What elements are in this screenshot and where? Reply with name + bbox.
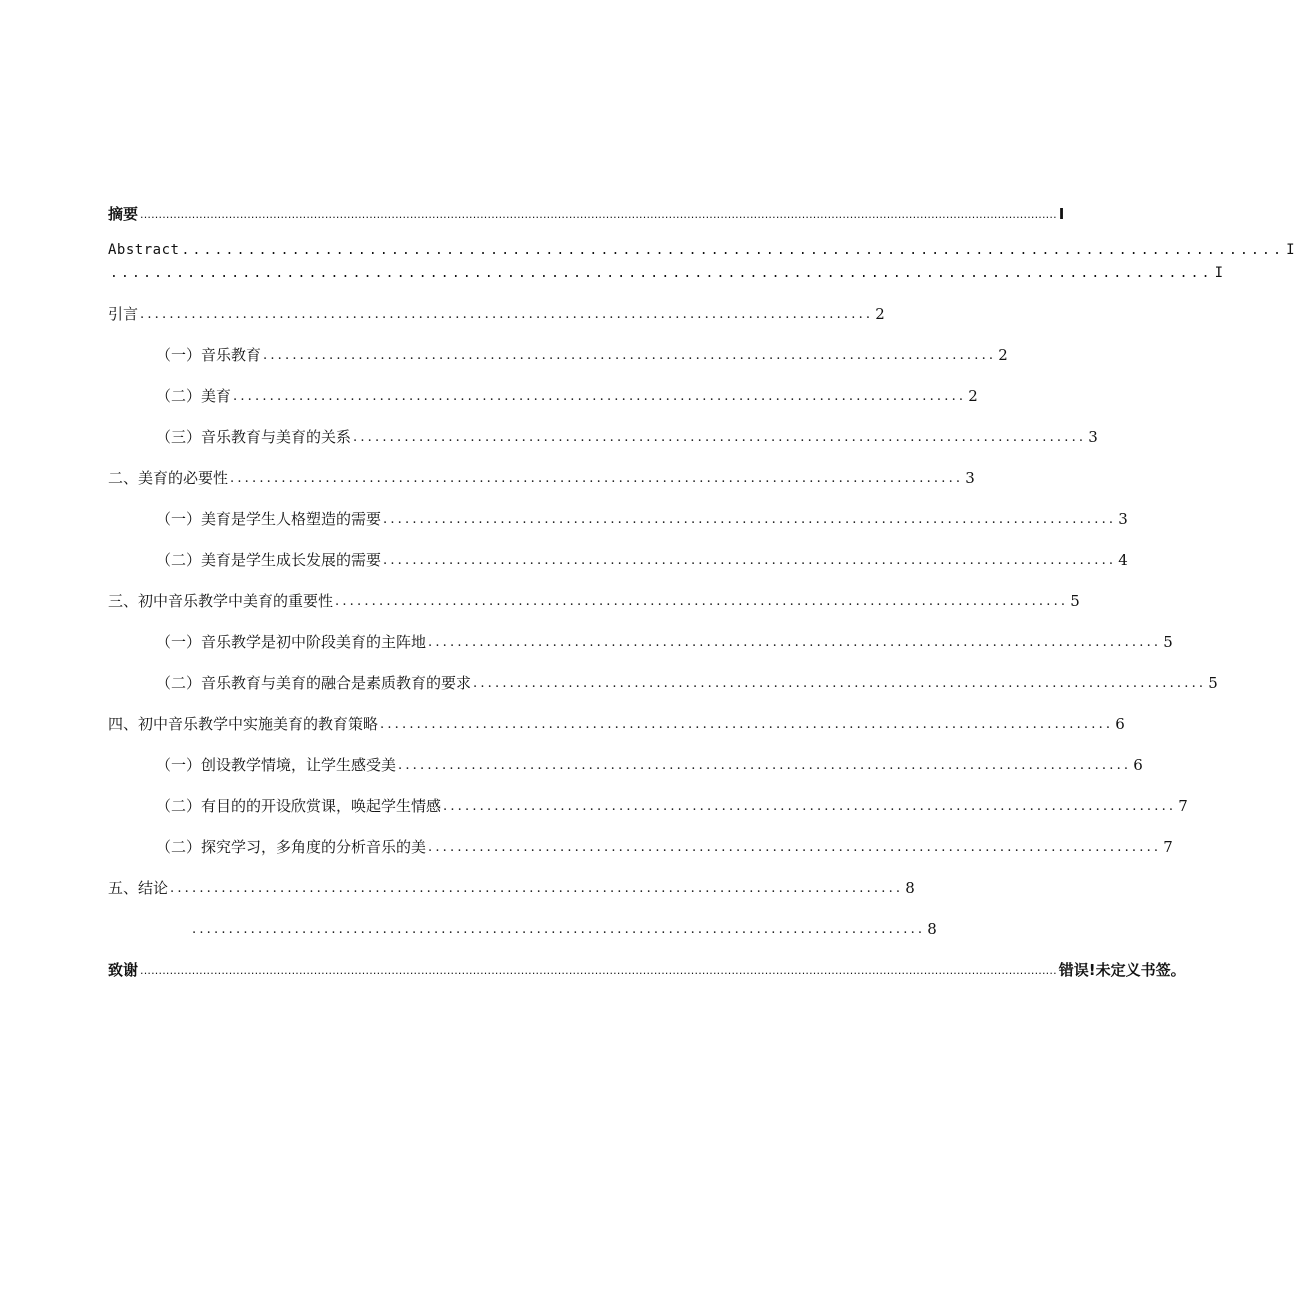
toc-entry-title: （一）音乐教育 — [156, 346, 262, 364]
toc-entry-title: （二）美育 — [156, 387, 232, 405]
toc-entry-title: 三、初中音乐教学中美育的重要性 — [108, 592, 334, 610]
toc-leader-dots: .................................................................................................... — [383, 512, 1117, 527]
toc-entry-2-1[interactable] — [156, 503, 1128, 529]
toc-entry-title: （二）美育是学生成长发展的需要 — [156, 551, 382, 569]
toc-entry-page: I — [1214, 265, 1224, 281]
toc-leader-dots: .................................................................................................... — [428, 635, 1162, 650]
toc-entry-3-2[interactable] — [156, 667, 1218, 693]
toc-entry-page: 3 — [1088, 428, 1098, 446]
toc-entry-5[interactable] — [108, 872, 915, 898]
toc-entry-page: 8 — [927, 920, 937, 938]
toc-entry-page: I — [1286, 242, 1295, 258]
toc-entry-title: 摘要 — [108, 205, 139, 223]
toc-entry-page: 6 — [1133, 756, 1143, 774]
toc-entry-blank[interactable] — [108, 257, 1224, 283]
toc-leader-dots: .................................................................................................... — [263, 348, 997, 363]
toc-entry-page: 2 — [968, 387, 978, 405]
toc-leader-dots: ........................................................................................................................................................................................................................................................ — [140, 964, 1057, 977]
toc-entry-title: 二、美育的必要性 — [108, 469, 229, 487]
toc-entry-title: （一）音乐教学是初中阶段美育的主阵地 — [156, 633, 427, 651]
toc-entry-page: 2 — [875, 305, 885, 323]
toc-leader-dots: .................................................................................................... — [110, 266, 1213, 281]
toc-entry-title: 四、初中音乐教学中实施美育的教育策略 — [108, 715, 379, 733]
toc-leader-dots: .................................................................................................... — [398, 758, 1132, 773]
toc-leader-dots: .................................................................................................... — [230, 471, 964, 486]
toc-leader-dots: .................................................................................................... — [353, 430, 1087, 445]
toc-leader-dots: .................................................................................................... — [192, 922, 926, 937]
toc-entry-3-1[interactable] — [156, 626, 1173, 652]
toc-leader-dots: .................................................................................................... — [170, 881, 904, 896]
toc-entry-4[interactable] — [108, 708, 1125, 734]
toc-entry-title: （二）有目的的开设欣赏课，唤起学生情感 — [156, 797, 442, 815]
toc-entry-title: （二）探究学习，多角度的分析音乐的美 — [156, 838, 427, 856]
toc-entry-introduction[interactable] — [108, 298, 885, 324]
toc-entry-title: （一）美育是学生人格塑造的需要 — [156, 510, 382, 528]
toc-entry-page: 7 — [1163, 838, 1173, 856]
toc-entry-page: 8 — [905, 879, 915, 897]
toc-entry-4-1[interactable] — [156, 749, 1143, 775]
toc-entry-blank-2[interactable] — [190, 913, 937, 939]
toc-entry-2[interactable] — [108, 462, 975, 488]
toc-entry-page: 4 — [1118, 551, 1128, 569]
toc-leader-dots: .................................................................................................... — [383, 553, 1117, 568]
toc-leader-dots: .................................................................................................... — [380, 717, 1114, 732]
toc-leader-dots: ........................................................................................................................................................................................................................................................ — [140, 208, 1057, 221]
toc-entry-page: 3 — [1118, 510, 1128, 528]
toc-entry-page: 6 — [1115, 715, 1125, 733]
toc-entry-title: 五、结论 — [108, 879, 169, 897]
toc-entry-page: 5 — [1208, 674, 1218, 692]
toc-entry-title: （二）音乐教育与美育的融合是素质教育的要求 — [156, 674, 472, 692]
toc-leader-dots: .................................................................................................... — [181, 243, 1285, 258]
toc-entry-page: 错误!未定义书签。 — [1058, 961, 1186, 979]
toc-entry-page: I — [1058, 205, 1065, 223]
toc-entry-2-2[interactable] — [156, 544, 1128, 570]
toc-leader-dots: .................................................................................................... — [473, 676, 1207, 691]
toc-leader-dots: .................................................................................................... — [428, 840, 1162, 855]
toc-entry-page: 3 — [965, 469, 975, 487]
toc-leader-dots: .................................................................................................... — [140, 307, 874, 322]
toc-entry-page: 7 — [1178, 797, 1188, 815]
toc-entry-4-3[interactable] — [156, 831, 1173, 857]
toc-entry-acknowledgements[interactable] — [108, 954, 1186, 980]
toc-entry-title: （一）创设教学情境，让学生感受美 — [156, 756, 397, 774]
toc-entry-title: 致谢 — [108, 961, 139, 979]
toc-entry-page: 2 — [998, 346, 1008, 364]
toc-entry-4-2[interactable] — [156, 790, 1188, 816]
toc-leader-dots: .................................................................................................... — [233, 389, 967, 404]
toc-entry-title: 引言 — [108, 305, 139, 323]
toc-entry-1-3[interactable] — [156, 421, 1098, 447]
toc-entry-title: Abstract — [108, 242, 180, 258]
toc-entry-1-2[interactable] — [156, 380, 978, 406]
toc-leader-dots: .................................................................................................... — [335, 594, 1069, 609]
toc-entry-page: 5 — [1163, 633, 1173, 651]
toc-entry-abstract-cn[interactable] — [108, 198, 1065, 224]
toc-entry-1-1[interactable] — [156, 339, 1008, 365]
toc-entry-page: 5 — [1070, 592, 1080, 610]
toc-entry-title: （三）音乐教育与美育的关系 — [156, 428, 352, 446]
toc-leader-dots: .................................................................................................... — [443, 799, 1177, 814]
toc-entry-3[interactable] — [108, 585, 1080, 611]
